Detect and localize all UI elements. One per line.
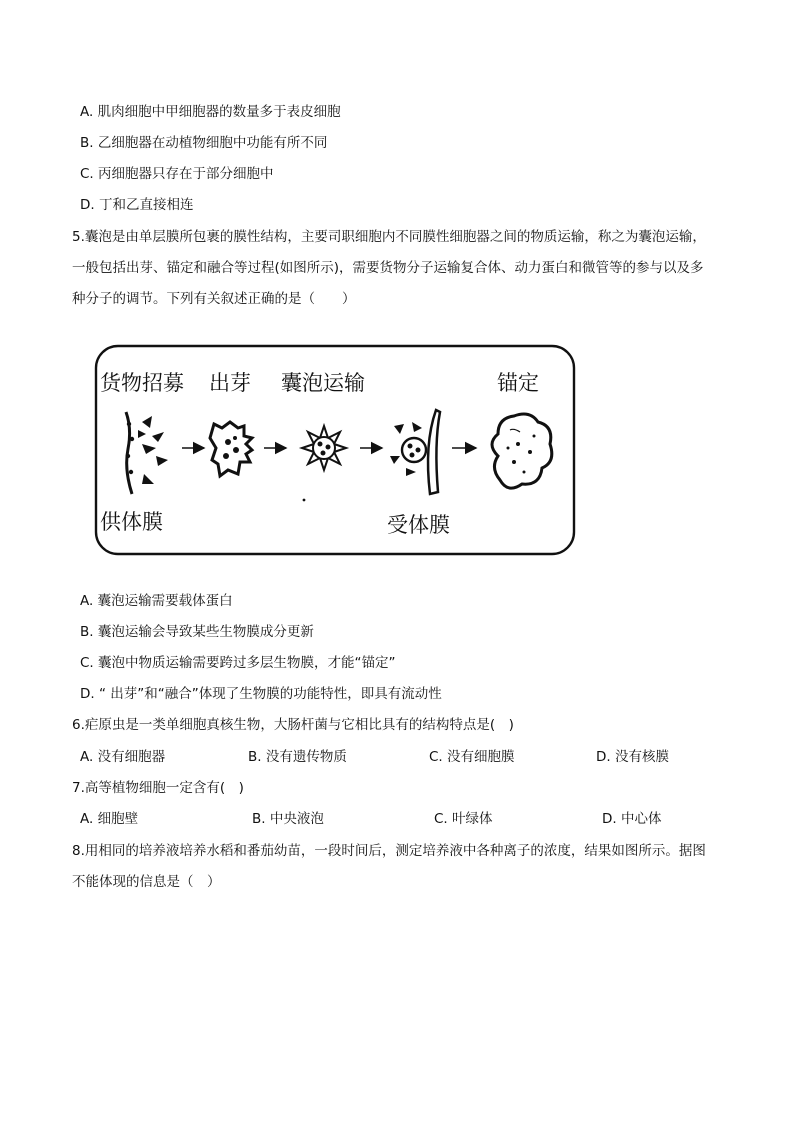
q7-stem: 7.高等植物细胞一定含有( ) [72,780,244,796]
q7-option-d: D. 中心体 [602,811,662,827]
q8-stem-line-1: 8.用相同的培养液培养水稻和番茄幼苗，一段时间后，测定培养液中各种离子的浓度，结果如图所示。据图 [72,843,706,859]
q4-option-d: D. 丁和乙直接相连 [80,197,194,213]
q4-option-a: A. 肌肉细胞中甲细胞器的数量多于表皮细胞 [80,104,341,120]
vesicle-transport-diagram [94,344,576,556]
q5-stem-line-3: 种分子的调节。下列有关叙述正确的是（ ） [72,291,356,307]
q6-option-b: B. 没有遗传物质 [248,749,347,765]
q8-stem-line-2: 不能体现的信息是（ ） [72,874,221,890]
q5-option-d: D. “ 出芽”和“融合”体现了生物膜的功能特性，即具有流动性 [80,686,442,702]
q5-option-b: B. 囊泡运输会导致某些生物膜成分更新 [80,624,314,640]
stage-vesicle [302,426,346,470]
q7-option-a: A. 细胞壁 [80,811,139,827]
q4-option-b: B. 乙细胞器在动植物细胞中功能有所不同 [80,135,328,151]
label-acceptor-membrane: 受体膜 [387,513,450,537]
label-cargo-recruitment: 货物招募 [100,371,184,395]
q6-stem: 6.疟原虫是一类单细胞真核生物，大肠杆菌与它相比具有的结构特点是( ) [72,717,514,733]
q5-stem-line-1: 5.囊泡是由单层膜所包裹的膜性结构，主要司职细胞内不同膜性细胞器之间的物质运输，称之为囊泡运输， [72,229,706,245]
q4-option-c: C. 丙细胞器只存在于部分细胞中 [80,166,274,182]
q7-option-c: C. 叶绿体 [434,811,493,827]
q5-option-a: A. 囊泡运输需要载体蛋白 [80,593,233,609]
q7-option-b: B. 中央液泡 [252,811,324,827]
label-donor-membrane: 供体膜 [100,510,163,534]
label-budding: 出芽 [209,371,251,395]
q6-option-d: D. 没有核膜 [596,749,669,765]
q5-option-c: C. 囊泡中物质运输需要跨过多层生物膜，才能“锚定” [80,655,396,671]
q6-option-c: C. 没有细胞膜 [429,749,515,765]
label-vesicle-transport: 囊泡运输 [281,371,365,395]
q6-option-a: A. 没有细胞器 [80,749,166,765]
q5-stem-line-2: 一般包括出芽、锚定和融合等过程(如图所示)，需要货物分子运输复合体、动力蛋白和微管等的参与以及多 [72,260,704,276]
label-anchoring: 锚定 [497,371,539,395]
